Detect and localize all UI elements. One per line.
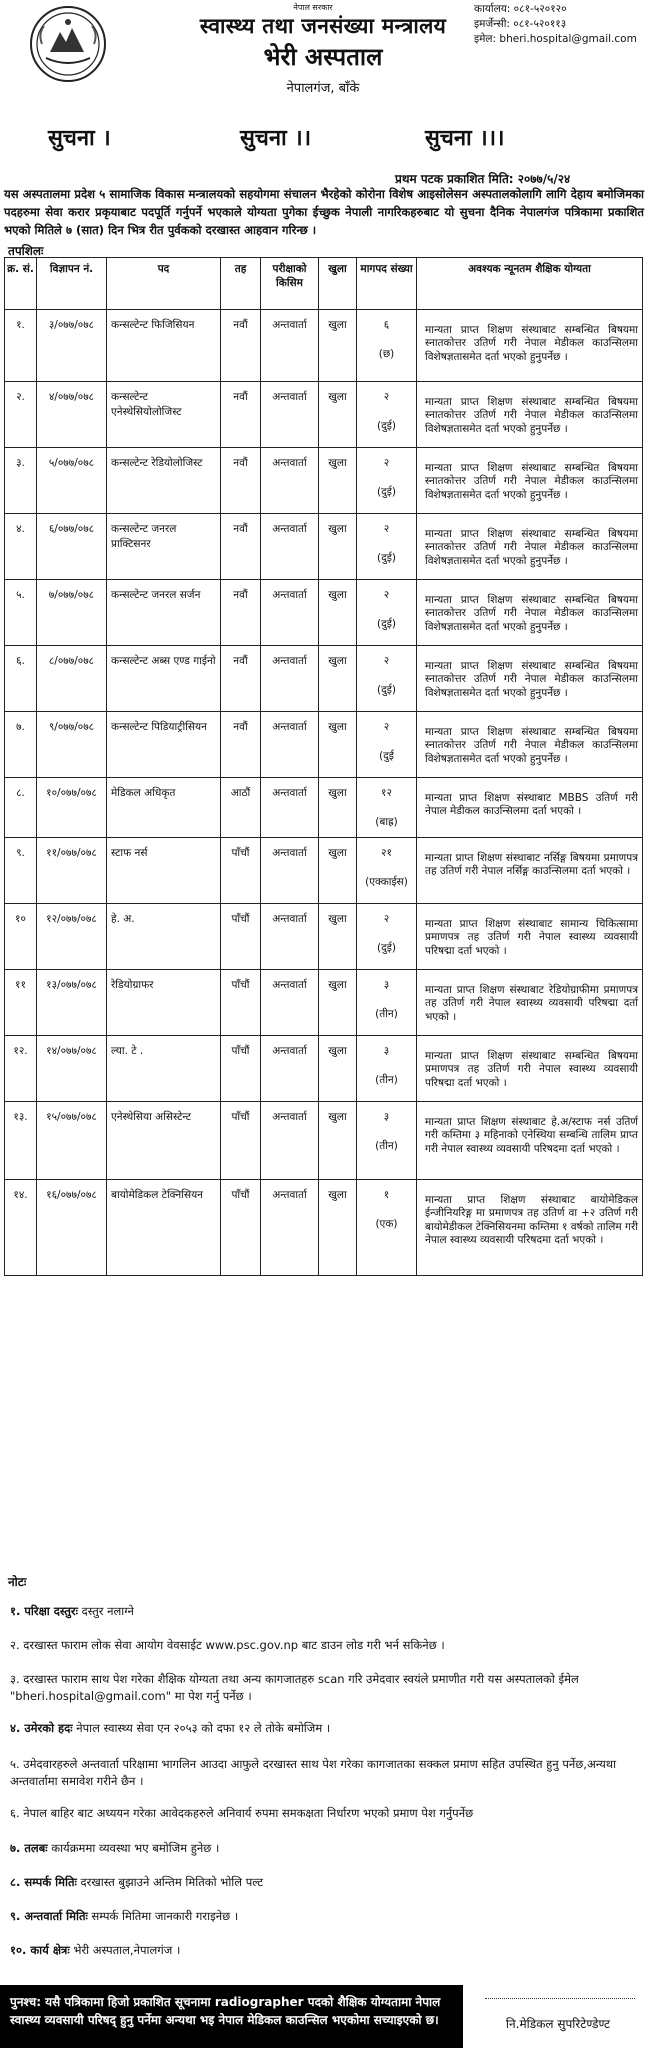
qualification-cell: मान्यता प्राप्त शिक्षण संस्थाबाट सम्बन्धित बिषयमा स्नातकोत्तर उतिर्ण गरी नेपाल मेडीकल काउन्सिलमा विशेषज्ञतासमेत दर्ता भएको हुनुपर्नेछ । [417,382,643,448]
quantity-word: (दुई) [377,551,396,564]
ad-number-cell: ६/०७७/०७८ [37,514,107,580]
table-row [5,448,643,514]
table-row [5,712,643,778]
ad-number-cell: १५/०७७/०७८ [37,1102,107,1180]
ad-number-cell: ८/०७७/०७८ [37,646,107,712]
note-item: ५. उमेदवारहरुले अन्तवार्ता परिक्षामा भागलिन आउदा आफुले दरखास्त साथ पेश गरेका कागजातका सक्कल प्रमाण सहित उपस्थित हुनु पर्नेछ,अन्यथा अन्तवार्तामा समावेश गरीने छैन । [10,1757,617,1788]
qualification-cell: मान्यता प्राप्त शिक्षण संस्थाबाट सम्बन्धित बिषयमा स्नातकोत्तर उतिर्ण गरी नेपाल मेडीकल काउन्सिलमा विशेषज्ञतासमेत दर्ता भएको हुनुपर्नेछ । [417,646,643,712]
post-name-cell: ल्या. टे . [107,1036,221,1102]
level-cell: नवौं [221,310,261,382]
level-cell: नवौं [221,712,261,778]
quantity-word: (बाह्र) [375,815,398,828]
quantity-word: (एक) [375,1217,398,1230]
serial-number-cell: ३. [5,448,37,514]
serial-number-cell: ५. [5,580,37,646]
serial-number-cell: ८. [5,778,37,838]
quantity-cell [357,970,417,1036]
post-name-cell: कन्सल्टेन्ट एनेस्थेसियोलोजिस्ट [107,382,221,448]
quantity-cell [357,1102,417,1180]
quantity-word: (एक्काईस) [365,875,408,888]
exam-type-cell: अन्तवार्ता [261,904,319,970]
note-label: ९. अन्तवार्ता मितिः [10,1909,88,1923]
level-cell: नवौं [221,646,261,712]
quantity-cell [357,580,417,646]
exam-type-cell: अन्तवार्ता [261,970,319,1036]
ad-number-cell: १६/०७७/०७८ [37,1180,107,1276]
note-label: ४. उमेरको हदः [10,1721,73,1735]
level-cell: पाँचौं [221,970,261,1036]
hospital-name: भेरी अस्पताल [263,43,383,71]
intro-paragraph: यस अस्पतालमा प्रदेश ५ सामाजिक विकास मन्त्रालयको सहयोगमा संचालन भैरहेको कोरोना विशेष आइसोलेसन अस्पतालकोलागि लागि देहाय बमोजिमका पदहरुमा सेवा करार प्रकृयाबाट पदपूर्ति गर्नुपर्ने भएकाले योग्यता पुगेका ईच्छुक नेपाली नागरिकहरुबाट यो सुचना दैनिक नेपालगंज पत्रिकामा प्रकाशित भएको मितिले ७ (सात) दिन भित्र रीत पुर्वकको दरखास्त आहवान गरिन्छ । [4,187,644,237]
column-header: अवश्यक न्यूनतम शैक्षिक योग्यता [417,258,643,310]
open-cell: खुला [319,1180,357,1276]
post-name-cell: कन्सल्टेन्ट अब्स एण्ड गाईनो [107,646,221,712]
qualification-cell: मान्यता प्राप्त शिक्षण संस्थाबाट हे.अ/स्टाफ नर्स उतिर्ण गरी कम्तिमा ३ महिनाको एनेस्थिया सम्बन्धि तालिम प्राप्त गरी नेपाल स्वास्थ्य व्यवसायी परिषदमा दर्ता भएको । [417,1102,643,1180]
quantity-word: (तीन) [375,1007,398,1020]
serial-number-cell: १२. [5,1036,37,1102]
published-date: प्रथम पटक प्रकाशित मिति: २०७७/५/२४ [395,172,571,186]
level-cell: पाँचौं [221,838,261,904]
column-header: परीक्षाको किसिम [261,258,319,310]
quantity-cell [357,1180,417,1276]
quantity-number: ३ [383,979,390,991]
post-name-cell: रेडियोग्राफर [107,970,221,1036]
table-row [5,310,643,382]
serial-number-cell: १० [5,904,37,970]
level-cell: नवौं [221,514,261,580]
letterhead [0,0,646,110]
note-label: १. परिक्षा दस्तुरः [10,1604,78,1618]
quantity-number: २१ [381,847,392,859]
quantity-cell [357,838,417,904]
office-phone: कार्यालय: ०८१-५२०१२० [474,3,567,15]
ministry-title: स्वास्थ्य तथा जनसंख्या मन्त्रालय [199,14,447,38]
note-item: ३. दरखास्त फाराम साथ पेश गरेका शैक्षिक योग्यता तथा अन्य कागजातहरु scan गरि उमेदवार स्वयंले प्रमाणीत गरी यस अस्पतालको ईमेल "bheri.hospital@gmail.com" मा पेश गर्नु पर्नेछ । [10,1672,579,1703]
post-name-cell: हे. अ. [107,904,221,970]
open-cell: खुला [319,448,357,514]
ad-number-cell: १३/०७७/०७८ [37,970,107,1036]
quantity-word: (दुई) [377,683,396,696]
government-label: नेपाल सरकार [293,3,333,12]
emergency-phone: इमर्जेन्सी: ०८१-५२०११३ [474,18,567,30]
column-header: खुला [319,258,357,310]
exam-type-cell: अन्तवार्ता [261,646,319,712]
note-item [10,1942,636,1959]
open-cell: खुला [319,382,357,448]
quantity-number: २ [383,457,390,469]
notice-word: सुचना ।।। [425,126,505,151]
exam-type-cell: अन्तवार्ता [261,448,319,514]
level-cell: नवौं [221,382,261,448]
table-row [5,1102,643,1180]
qualification-cell: मान्यता प्राप्त शिक्षण संस्थाबाट MBBS उतिर्ण गरी नेपाल मेडीकल काउन्सिलमा दर्ता भएको । [417,778,643,838]
quantity-word: (तीन) [375,1073,398,1086]
level-cell: पाँचौं [221,1180,261,1276]
post-name-cell: एनेस्थेसिया असिस्टेन्ट [107,1102,221,1180]
post-name-cell: कन्सल्टेन्ट जनरल प्राक्टिसनर [107,514,221,580]
qualification-cell: मान्यता प्राप्त शिक्षण संस्थाबाट सम्बन्धित बिषयमा स्नातकोत्तर उतिर्ण गरी नेपाल मेडीकल काउन्सिलमा विशेषज्ञतासमेत दर्ता भएको हुनुपर्नेछ । [417,310,643,382]
qualification-cell: मान्यता प्राप्त शिक्षण संस्थाबाट रेडियोग्राफीमा प्रमाणपत्र तह उतिर्ण गरी नेपाल स्वास्थ्य व्यवसायी परिषद्मा दर्ता भएको । [417,970,643,1036]
open-cell: खुला [319,580,357,646]
qualification-cell: मान्यता प्राप्त शिक्षण संस्थाबाट सामान्य चिकित्सामा प्रमाणपत्र तह उतिर्ण गरी नेपाल स्वास्थ्य व्यवसायी परिषद्मा दर्ता भएको । [417,904,643,970]
vacancy-table-container [4,257,642,1276]
contact-block [474,2,646,47]
signatory-title: नि.मेडिकल सुपरिटेण्डेण्ट [505,2017,611,2031]
quantity-number: २ [383,655,390,667]
ad-number-cell: ५/०७७/०७८ [37,448,107,514]
quantity-cell [357,712,417,778]
quantity-cell [357,1036,417,1102]
note-item [10,1603,636,1620]
quantity-number: २ [383,523,390,535]
table-row [5,1180,643,1276]
column-header: क्र. सं. [5,258,37,310]
open-cell: खुला [319,1102,357,1180]
quantity-number: २ [383,721,390,733]
serial-number-cell: ६. [5,646,37,712]
table-row [5,646,643,712]
exam-type-cell: अन्तवार्ता [261,1036,319,1102]
exam-type-cell: अन्तवार्ता [261,514,319,580]
exam-type-cell: अन्तवार्ता [261,382,319,448]
quantity-number: १२ [381,787,392,799]
note-item: ६. नेपाल बाहिर बाट अध्ययन गरेका आवेदकहरुले अनिवार्य रुपमा समकक्षता निर्धारण भएको प्रमाण पेश गर्नुपर्नेछ [10,1806,474,1820]
open-cell: खुला [319,838,357,904]
note-text: दस्तुर नलाग्ने [77,1604,134,1618]
serial-number-cell: ९. [5,838,37,904]
note-text: नेपाल स्वास्थ्य सेवा एन २०५३ को दफा १२ ले तोके बमोजिम । [72,1721,331,1735]
quantity-word: (तीन) [375,1139,398,1152]
exam-type-cell: अन्तवार्ता [261,310,319,382]
table-row [5,514,643,580]
post-name-cell: बायोमेडिकल टेक्निसियन [107,1180,221,1276]
quantity-number: २ [383,913,390,925]
note-text: कार्यक्रममा व्यवस्था भए बमोजिम हुनेछ । [47,1841,220,1855]
quantity-cell [357,310,417,382]
ad-number-cell: १२/०७७/०७८ [37,904,107,970]
exam-type-cell: अन्तवार्ता [261,838,319,904]
level-cell: पाँचौं [221,1036,261,1102]
note-label: ८. सम्पर्क मितिः [10,1875,77,1889]
serial-number-cell: ११ [5,970,37,1036]
open-cell: खुला [319,970,357,1036]
table-header-row [5,258,643,310]
table-row [5,778,643,838]
level-cell: पाँचौं [221,904,261,970]
vacancy-table [4,257,643,1276]
open-cell: खुला [319,712,357,778]
notice-word: सुचना ।। [240,126,312,151]
note-text: दरखास्त बुझाउने अन्तिम मितिको भोलि पल्ट [76,1875,264,1889]
notice-word: सुचना । [48,126,111,151]
quantity-number: ६ [383,319,390,331]
quantity-number: १ [383,1189,390,1201]
quantity-word: (दुई) [377,485,396,498]
column-header: तह [221,258,261,310]
table-row [5,580,643,646]
qualification-cell: मान्यता प्राप्त शिक्षण संस्थाबाट सम्बन्धित बिषयमा स्नातकोत्तर उतिर्ण गरी नेपाल मेडीकल काउन्सिलमा विशेषज्ञतासमेत दर्ता भएको हुनुपर्नेछ । [417,580,643,646]
quantity-word: (दुई) [377,617,396,630]
column-header: मागपद संख्या [357,258,417,310]
post-name-cell: कन्सल्टेन्ट जनरल सर्जन [107,580,221,646]
quantity-number: ३ [383,1045,390,1057]
ad-number-cell: ७/०७७/०७८ [37,580,107,646]
notice-heading [0,122,646,154]
hospital-location: नेपालगंज, बाँके [286,81,360,96]
email-address: इमेल: bheri.hospital@gmail.com [474,33,637,45]
quantity-cell [357,448,417,514]
exam-type-cell: अन्तवार्ता [261,778,319,838]
post-name-cell: कन्सल्टेन्ट फिजिसियन [107,310,221,382]
exam-type-cell: अन्तवार्ता [261,580,319,646]
table-row [5,904,643,970]
open-cell: खुला [319,904,357,970]
note-text: भेरी अस्पताल,नेपालगंज । [69,1943,181,1957]
note-label: ७. तलबः [10,1841,48,1855]
serial-number-cell: १४. [5,1180,37,1276]
signature-line [485,1998,635,1999]
exam-type-cell: अन्तवार्ता [261,712,319,778]
table-row [5,838,643,904]
open-cell: खुला [319,778,357,838]
serial-number-cell: ४. [5,514,37,580]
ad-number-cell: १४/०७७/०७८ [37,1036,107,1102]
quantity-cell [357,646,417,712]
post-name-cell: कन्सल्टेन्ट रेडियोलोजिस्ट [107,448,221,514]
table-row [5,382,643,448]
quantity-cell [357,382,417,448]
note-label: १०. कार्य क्षेत्रः [10,1943,70,1957]
quantity-word: (छ) [378,347,395,360]
ad-number-cell: १०/०७७/०७८ [37,778,107,838]
quantity-word: (दुई [379,749,394,762]
quantity-number: २ [383,589,390,601]
exam-type-cell: अन्तवार्ता [261,1102,319,1180]
post-name-cell: मेडिकल अधिकृत [107,778,221,838]
quantity-number: २ [383,391,390,403]
qualification-cell: मान्यता प्राप्त शिक्षण संस्थाबाट नर्सिङ्ग बिषयमा प्रमाणपत्र तह उतिर्ण गरी नेपाल नर्सिङ्ग काउन्सिलमा दर्ता भएको । [417,838,643,904]
ad-number-cell: ३/०७७/०७८ [37,310,107,382]
qualification-cell: मान्यता प्राप्त शिक्षण संस्थाबाट सम्बन्धित बिषयमा प्रमाणपत्र तह उतिर्ण गरी नेपाल स्वास्थ्य व्यवसायी परिषद्मा दर्ता भएको । [417,1036,643,1102]
level-cell: नवौं [221,580,261,646]
qualification-cell: मान्यता प्राप्त शिक्षण संस्थाबाट सम्बन्धित बिषयमा स्नातकोत्तर उतिर्ण गरी नेपाल मेडीकल काउन्सिलमा विशेषज्ञतासमेत दर्ता भएको हुनुपर्नेछ । [417,448,643,514]
quantity-cell [357,778,417,838]
details-label: तपशिलः [8,244,44,258]
table-row [5,970,643,1036]
qualification-cell: मान्यता प्राप्त शिक्षण संस्थाबाट सम्बन्धित बिषयमा स्नातकोत्तर उतिर्ण गरी नेपाल मेडीकल काउन्सिलमा विशेषज्ञतासमेत दर्ता भएको हुनुपर्नेछ । [417,712,643,778]
qualification-cell: मान्यता प्राप्त शिक्षण संस्थाबाट सम्बन्धित बिषयमा स्नातकोत्तर उतिर्ण गरी नेपाल मेडीकल काउन्सिलमा विशेषज्ञतासमेत दर्ता भएको हुनुपर्नेछ । [417,514,643,580]
note-item [10,1720,636,1737]
note-item: २. दरखास्त फाराम लोक सेवा आयोग वेवसाईट www.psc.gov.np बाट डाउन लोड गरी भर्न सकिनेछ । [10,1638,445,1652]
quantity-number: ३ [383,1111,390,1123]
level-cell: नवौं [221,448,261,514]
serial-number-cell: ७. [5,712,37,778]
qualification-cell: मान्यता प्राप्त शिक्षण संस्थाबाट बायोमेडिकल ईन्जीनियरिङ्ग मा प्रमाणपत्र तह उतिर्ण वा +२ उतिर्ण गरी बायोमेडीकल टेक्निसियनमा कम्तिमा १ वर्षको तालिम गरी नेपाल स्वास्थ्य व्यवसायी परिषदमा दर्ता भएको । [417,1180,643,1276]
exam-type-cell: अन्तवार्ता [261,1180,319,1276]
ad-number-cell: ४/०७७/०७८ [37,382,107,448]
note-item [10,1908,636,1925]
open-cell: खुला [319,310,357,382]
ad-number-cell: ९/०७७/०७८ [37,712,107,778]
post-name-cell: कन्सल्टेन्ट पिडियाट्रीसियन [107,712,221,778]
table-row [5,1036,643,1102]
note-item [10,1840,636,1857]
quantity-cell [357,904,417,970]
notes-label: नोटः [8,1575,27,1589]
note-item [10,1874,636,1891]
open-cell: खुला [319,1036,357,1102]
note-text: सम्पर्क मितिमा जानकारी गराइनेछ । [87,1909,239,1923]
post-name-cell: स्टाफ नर्स [107,838,221,904]
postscript-box: पुनश्च: यसै पत्रिकामा हिजो प्रकाशित सूचनामा radiographer पदको शैक्षिक योग्यतामा नेपाल स्वास्थ्य व्यवसायी परिषद् हुनु पर्नेमा अन्यथा भइ नेपाल मेडिकल काउन्सिल भएकोमा सच्याइएको छ। [0,1985,463,2048]
column-header: पद [107,258,221,310]
ad-number-cell: ११/०७७/०७८ [37,838,107,904]
level-cell: पाँचौं [221,1102,261,1180]
open-cell: खुला [319,514,357,580]
serial-number-cell: २. [5,382,37,448]
open-cell: खुला [319,646,357,712]
quantity-word: (दुई) [377,419,396,432]
quantity-word: (दुई) [377,941,396,954]
serial-number-cell: १. [5,310,37,382]
column-header: विज्ञापन नं. [37,258,107,310]
level-cell: आठौं [221,778,261,838]
quantity-cell [357,514,417,580]
serial-number-cell: १३. [5,1102,37,1180]
